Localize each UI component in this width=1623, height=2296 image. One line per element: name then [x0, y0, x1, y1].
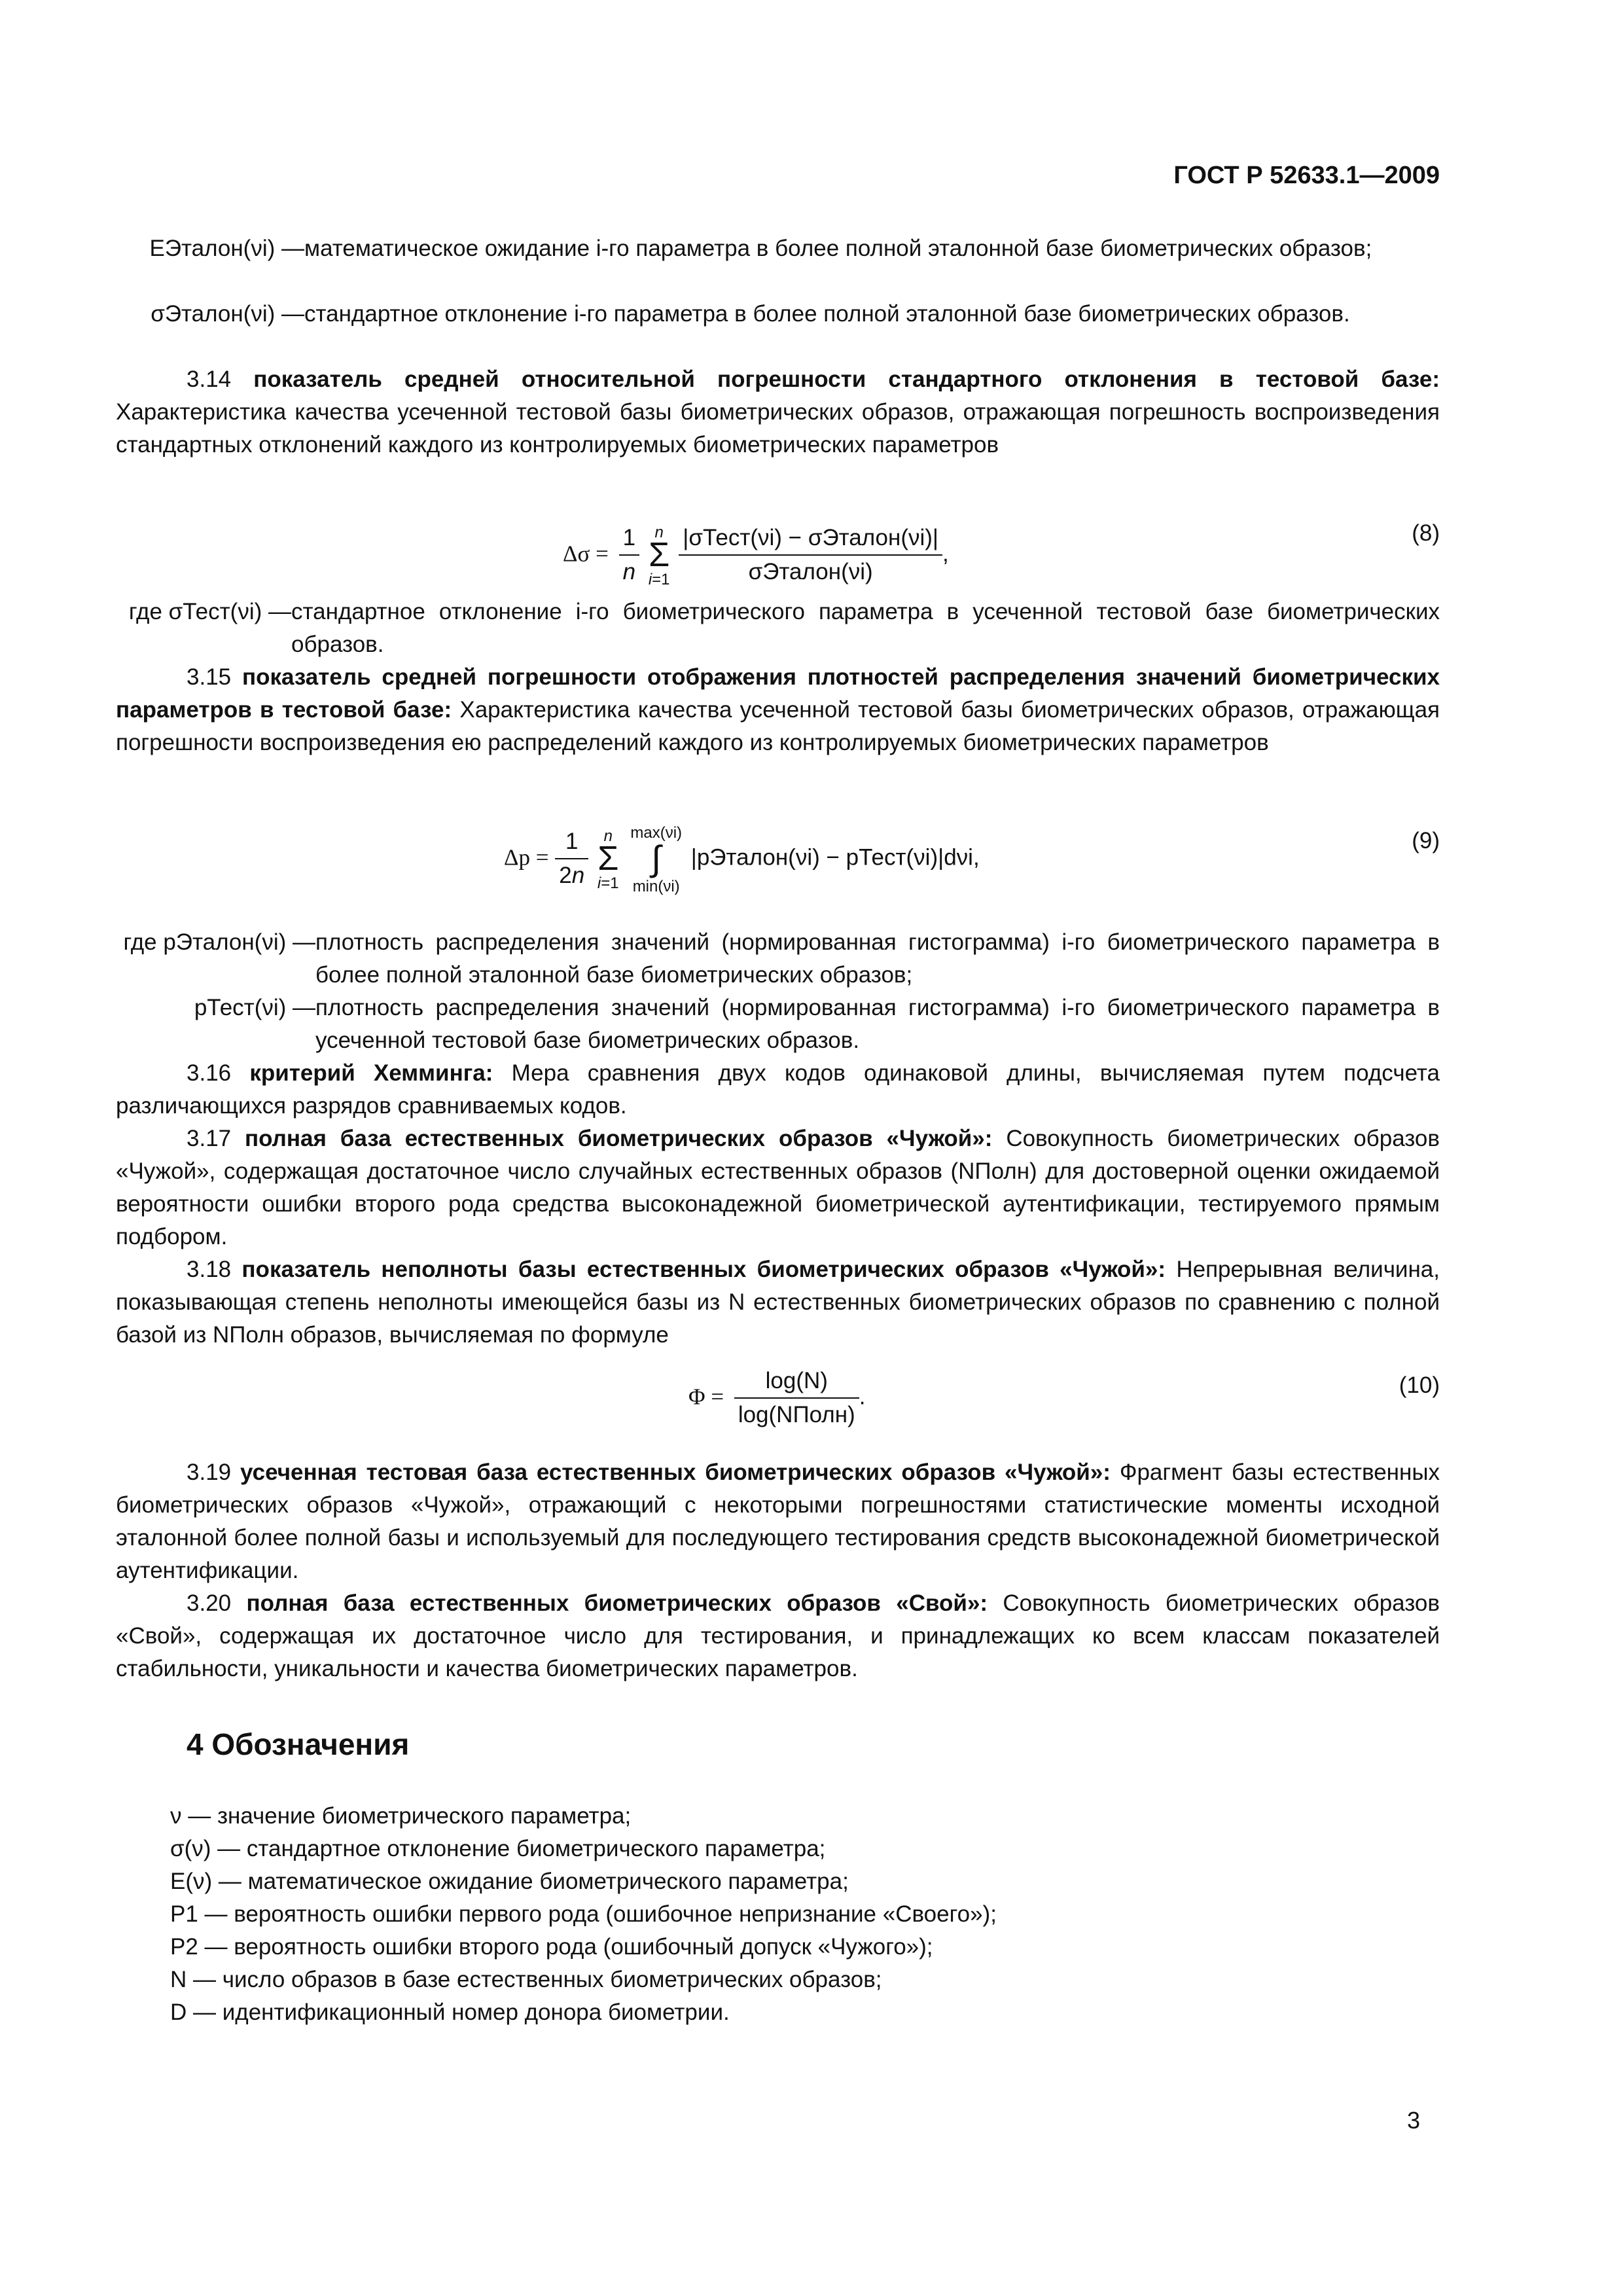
clause-text: Непрерывная величина, показывающая степень неполноты имеющейся базы из N естественных биометрических образов по сравнению с полной базой из NПолн образов, вычисляемая по формуле: [116, 1257, 1440, 1348]
clause-term: критерий Хемминга:: [249, 1060, 493, 1086]
definition-text: математическое ожидание i-го параметра в более полной эталонной базе биометрических образов;: [304, 236, 1372, 261]
clause-term: полная база естественных биометрических образов «Свой»:: [246, 1590, 988, 1616]
definition-term: pТест(νi) —: [194, 995, 315, 1020]
where-sigma-test: [116, 596, 1440, 661]
definition-text: плотность распределения значений (нормированная гистограмма) i-го биометрического параметра в более полной эталонной базе биометрических образов;: [315, 929, 1440, 988]
where-p-etalon: [116, 926, 1440, 992]
clause-text: Совокупность биометрических образов «Свой», содержащая их достаточное число для тестирования, и принадлежащих ко всем классам показателей стабильности, уникальности и качества биометрических параметров.: [116, 1590, 1440, 1681]
definition-text: стандартное отклонение i-го параметра в более полной эталонной базе биометрических образов.: [304, 301, 1350, 327]
standard-header: ГОСТ Р 52633.1—2009: [1173, 162, 1440, 189]
clause-text: Характеристика качества усеченной тестовой базы биометрических образов, отражающая погрешности воспроизведения ею распределений каждого из контролируемых биометрических параметров: [116, 697, 1440, 755]
clause-3-17: [116, 1122, 1440, 1253]
integral-lower-limit: min(νi): [632, 878, 680, 895]
clause-term: показатель неполноты базы естественных биометрических образов «Чужой»:: [241, 1257, 1166, 1282]
clause-number: 3.14: [187, 367, 232, 392]
formula-denominator: log(NПолн): [734, 1397, 859, 1431]
definition-sigma-etalon: [116, 298, 1440, 331]
formula-integrand: |pЭталон(νi) − pТест(νi)|dνi,: [690, 844, 980, 870]
clause-text: Характеристика качества усеченной тестовой базы биометрических образов, отражающая погрешность воспроизведения стандартных отклонений каждого из контролируемых биометрических параметров: [116, 399, 1440, 457]
definition-e-etalon: [116, 232, 1440, 265]
clause-term: полная база естественных биометрических образов «Чужой»:: [245, 1126, 993, 1151]
clause-number: 3.20: [187, 1590, 232, 1616]
definition-term: EЭталон(νi) —: [149, 236, 304, 261]
formula-8: Δσ = $\frac{1}{n}$ n Σ i=1 $\frac{\text{|σТест(νi) − σЭталон(νi)|}}{\text{σЭталон(νi)}}$ , (8): [458, 507, 1440, 599]
clause-term: показатель средней погрешности отображения плотностей распределения значений биометрических параметров в тестовой базе:: [116, 664, 1440, 723]
formula-10: Φ = $\frac{\log(N)}{\text{log(NПолн)}}$ . (10): [458, 1361, 1440, 1433]
clause-term: показатель средней относительной погрешности стандартного отклонения в тестовой базе:: [253, 367, 1440, 392]
clause-text: Мера сравнения двух кодов одинаковой длины, вычисляемая путем подсчета различающихся разрядов сравниваемых кодов.: [116, 1060, 1440, 1119]
definition-text: стандартное отклонение i-го биометрического параметра в усеченной тестовой базе биометрических образов.: [291, 599, 1440, 657]
formula-lhs: Δσ =: [563, 541, 609, 567]
clause-number: 3.19: [187, 1460, 232, 1485]
clause-text: Совокупность биометрических образов «Чужой», содержащая достаточное число случайных естественных образов (NПолн) для достоверной оценки ожидаемой вероятности ошибки второго рода средства высоконадежной биометрической аутентификации, тестируемого прямым подбором.: [116, 1126, 1440, 1249]
definition-text: плотность распределения значений (нормированная гистограмма) i-го биометрического параметра в усеченной тестовой базе биометрических образов.: [315, 995, 1440, 1053]
clause-number: 3.15: [187, 664, 232, 690]
formula-denominator: σЭталон(νi): [679, 554, 942, 588]
symbol-item: E(ν) — математическое ожидание биометрического параметра;: [170, 1869, 849, 1894]
formula-numerator: |σТест(νi) − σЭталон(νi)|: [683, 525, 938, 550]
formula-tag: (9): [1412, 828, 1440, 853]
page-number: 3: [1407, 2107, 1421, 2134]
symbol-item: ν — значение биометрического параметра;: [170, 1803, 632, 1829]
symbol-item: D — идентификационный номер донора биометрии.: [170, 2000, 730, 2025]
definition-term: где pЭталон(νi) —: [123, 929, 315, 955]
clause-text: Фрагмент базы естественных биометрических образов «Чужой», отражающий с некоторыми погрешностями статистические моменты исходной эталонной более полной базы и используемый для последующего тестирования средств высоконадежной биометрической аутентификации.: [116, 1460, 1440, 1583]
definition-term: где σТест(νi) —: [128, 599, 291, 624]
where-p-test: [116, 992, 1440, 1057]
symbol-item: N — число образов в базе естественных биометрических образов;: [170, 1967, 882, 1992]
clause-3-14: [116, 363, 1440, 461]
clause-3-19: [116, 1456, 1440, 1587]
clause-3-20: [116, 1587, 1440, 1685]
formula-tag: (10): [1399, 1372, 1440, 1398]
formula-numerator: log(N): [765, 1368, 828, 1393]
clause-3-18: [116, 1253, 1440, 1352]
formula-lhs: Φ =: [688, 1384, 724, 1410]
symbol-item: σ(ν) — стандартное отклонение биометрического параметра;: [170, 1836, 826, 1861]
symbol-item: P2 — вероятность ошибки второго рода (ошибочный допуск «Чужого»);: [170, 1934, 933, 1960]
formula-tag: (8): [1412, 520, 1440, 546]
symbol-item: P1 — вероятность ошибки первого рода (ошибочное непризнание «Своего»);: [170, 1901, 997, 1927]
integral-upper-limit: max(νi): [630, 824, 683, 842]
clause-number: 3.17: [187, 1126, 232, 1151]
section-heading: 4 Обозначения: [187, 1727, 410, 1761]
clause-3-16: [116, 1057, 1440, 1122]
formula-lhs: Δp =: [504, 844, 549, 870]
definition-term: σЭталон(νi) —: [151, 301, 304, 327]
formula-9: Δp = $\frac{1}{2n}$ n Σ i=1 max(νi) ∫ min(νi) |pЭталон(νi) − pТест(νi)|dνi, (9): [504, 824, 1440, 895]
clause-3-15: [116, 661, 1440, 759]
clause-number: 3.18: [187, 1257, 232, 1282]
clause-number: 3.16: [187, 1060, 232, 1086]
clause-term: усеченная тестовая база естественных биометрических образов «Чужой»:: [240, 1460, 1111, 1485]
